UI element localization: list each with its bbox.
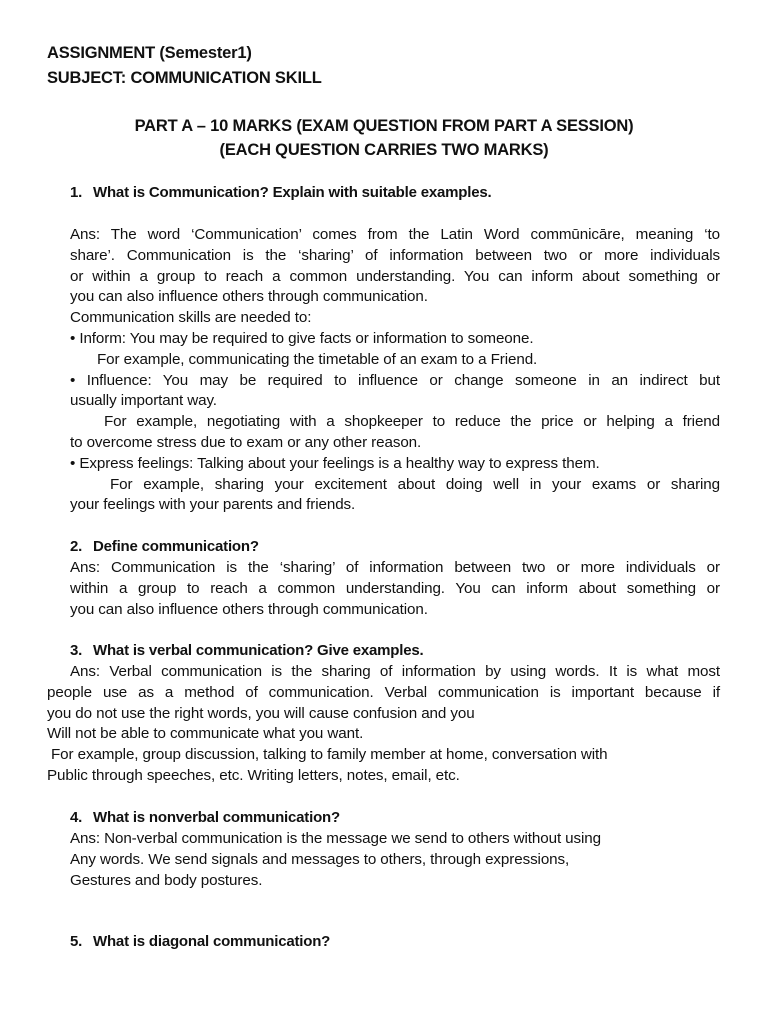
answer-2 (70, 558, 720, 620)
question-2 (70, 538, 259, 555)
answer-line: people use as a method of communication. Verbal communication is important because if (47, 683, 720, 701)
answer-line: or within a group to reach a common understanding. You can inform about something or (70, 267, 720, 285)
answer-line: share’. Communication is the ‘sharing’ of information between two or more individuals (70, 246, 720, 264)
question-text: What is Communication? Explain with suitable examples. (93, 184, 492, 201)
answer-line: Ans: Non-verbal communication is the message we send to others without using (70, 830, 601, 847)
question-3 (70, 642, 423, 659)
question-number: 4. (70, 809, 83, 826)
answer-line: Ans: Communication is the ‘sharing’ of information between two or more individuals or (70, 559, 720, 576)
question-1 (70, 184, 491, 201)
question-number: 2. (70, 538, 83, 555)
answer-line: Communication skills are needed to: (70, 309, 312, 327)
part-subtitle: (EACH QUESTION CARRIES TWO MARKS) (219, 141, 549, 159)
answer-line: Will not be able to communicate what you want. (47, 725, 364, 743)
answer-line: you can also influence others through communication. (70, 600, 428, 618)
answer-line: • Inform: You may be required to give facts or information to someone. (70, 329, 534, 347)
answer-line: For example, negotiating with a shopkeeper to reduce the price or helping a friend (104, 413, 720, 431)
answer-line: Ans: The word ‘Communication’ comes from the Latin Word commūnicāre, meaning ‘to (70, 226, 720, 243)
subject-title: SUBJECT: COMMUNICATION SKILL (47, 69, 322, 87)
answer-line: your feelings with your parents and friends. (70, 496, 356, 514)
question-text: What is nonverbal communication? (93, 809, 340, 826)
answer-line: For example, group discussion, talking to family member at home, conversation with (51, 746, 608, 764)
question-number: 1. (70, 184, 83, 201)
answer-line: Ans: Verbal communication is the sharing of information by using words. It is what most (70, 663, 720, 680)
answer-line: For example, sharing your excitement about doing well in your exams or sharing (110, 475, 720, 493)
answer-line: you can also influence others through communication. (70, 288, 428, 306)
question-text: Define communication? (93, 538, 259, 555)
answer-line: usually important way. (70, 392, 217, 410)
answer-1 (70, 225, 720, 516)
answer-line: Gestures and body postures. (70, 871, 263, 889)
question-number: 5. (70, 933, 83, 950)
question-5 (70, 933, 330, 950)
answer-line: to overcome stress due to exam or any other reason. (70, 433, 422, 451)
answer-3 (47, 662, 720, 787)
answer-line: • Express feelings: Talking about your feelings is a healthy way to express them. (70, 454, 600, 472)
question-4 (70, 809, 340, 826)
answer-line: • Influence: You may be required to influence or change someone in an indirect but (70, 371, 720, 389)
answer-line: Any words. We send signals and messages to others, through expressions, (70, 850, 570, 868)
answer-line: For example, communicating the timetable of an exam to a Friend. (97, 350, 538, 368)
answer-line: within a group to reach a common understanding. You can inform about something or (70, 579, 720, 597)
question-number: 3. (70, 642, 83, 659)
assignment-title: ASSIGNMENT (Semester1) (47, 44, 252, 62)
answer-line: you do not use the right words, you will cause confusion and you (47, 704, 475, 722)
part-title: PART A – 10 MARKS (EXAM QUESTION FROM PART A SESSION) (134, 117, 634, 135)
answer-line: Public through speeches, etc. Writing letters, notes, email, etc. (47, 766, 460, 784)
question-text: What is diagonal communication? (93, 933, 331, 950)
answer-4 (70, 829, 720, 891)
question-text: What is verbal communication? Give examples. (93, 642, 424, 659)
